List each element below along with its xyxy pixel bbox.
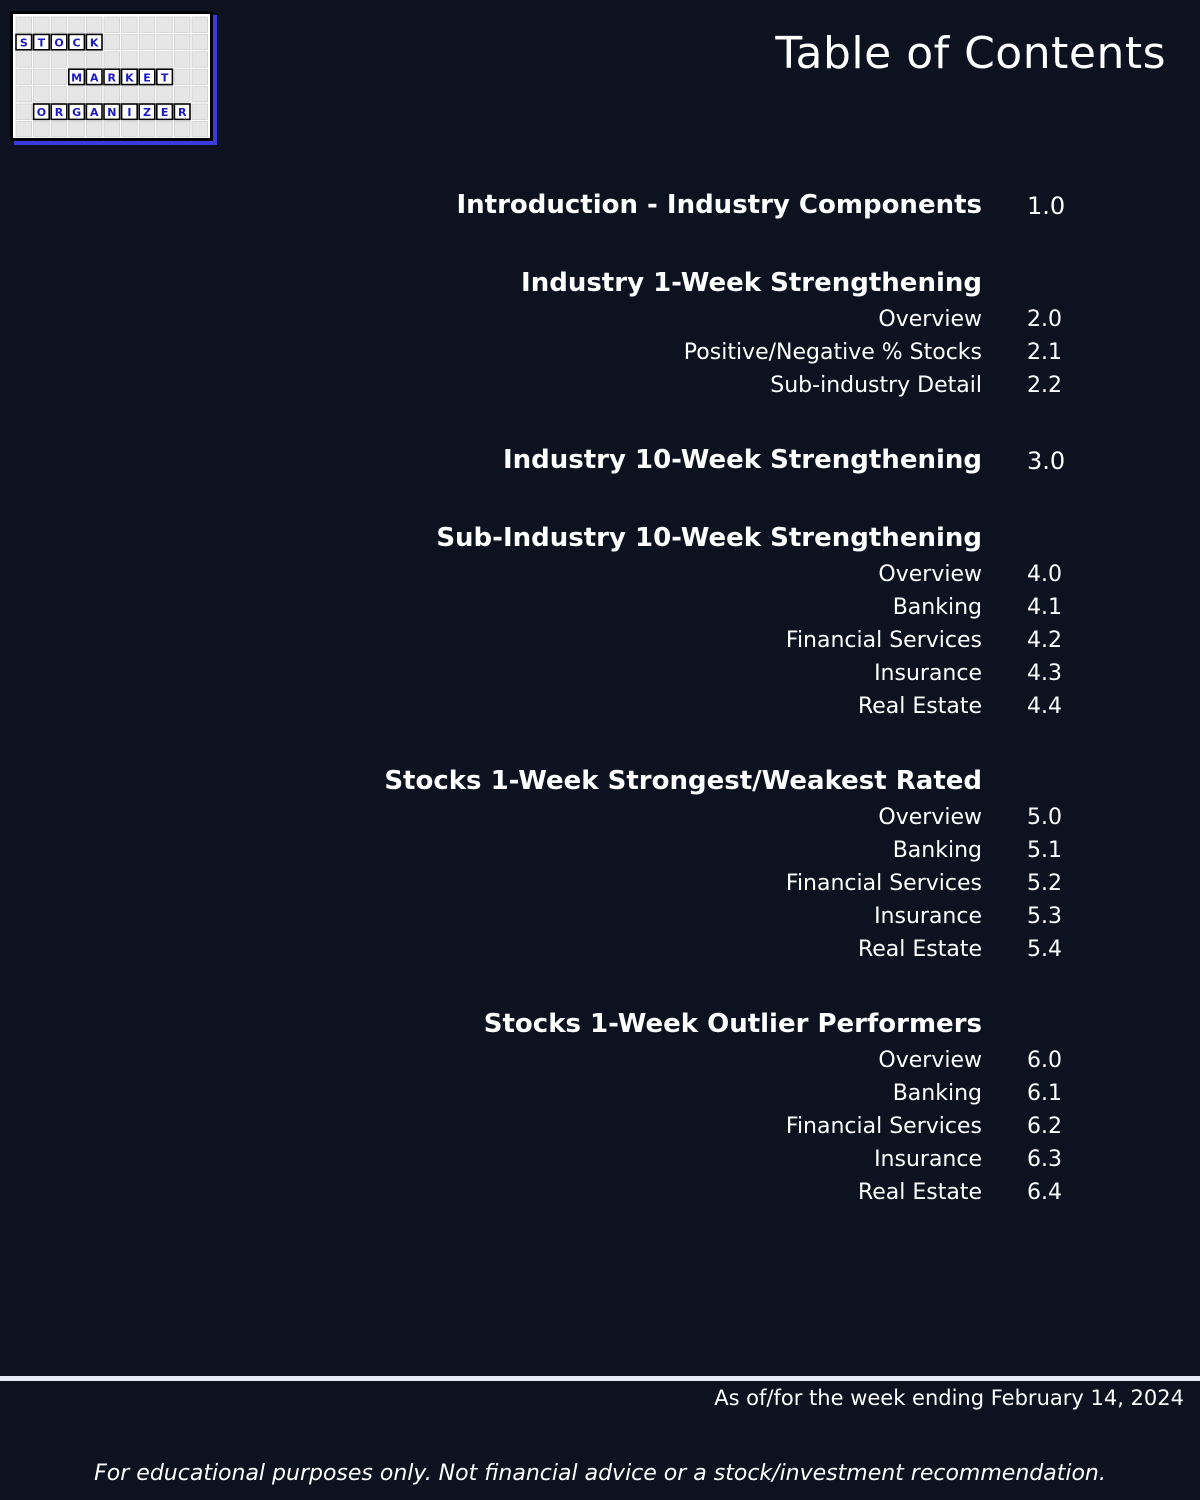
logo-letter: C [72,36,81,50]
logo-letter: G [72,106,82,120]
logo-blank-tile [34,17,50,32]
logo-letter: A [89,71,99,85]
logo-blank-tile [122,52,138,67]
logo-blank-tile [157,34,173,49]
toc-page-number: 6.0 [1027,1048,1062,1073]
toc-label: Sub-industry Detail [770,373,982,398]
logo-blank-tile [192,87,208,102]
toc-label: Real Estate [857,937,982,962]
logo-blank-tile [192,121,208,136]
logo-letter: S [19,36,28,50]
logo-blank-tile [16,121,32,136]
logo-blank-tile [51,121,67,136]
toc-label: Real Estate [857,694,982,719]
logo-blank-tile [51,17,67,32]
logo-blank-tile [104,34,120,49]
toc-section-heading [0,268,1200,308]
toc-page-number: 3.0 [1027,447,1066,475]
as-of-date: As of/for the week ending February 14, 2024 [714,1386,1184,1410]
logo-blank-tile [139,34,155,49]
logo-blank-tile [34,87,50,102]
toc-label: Overview [878,562,982,587]
logo-blank-tile [174,69,190,84]
toc-page-number: 1.0 [1027,192,1066,220]
toc-label: Financial Services [785,628,982,653]
logo-blank-tile [104,17,120,32]
toc-label: Real Estate [857,1180,982,1205]
logo-blank-tile [16,52,32,67]
logo-blank-tile [192,104,208,119]
toc-page-number: 6.1 [1027,1081,1062,1106]
toc-label: Sub-Industry 10-Week Strengthening [436,523,982,553]
logo-blank-tile [34,52,50,67]
toc-label: Financial Services [785,871,982,896]
toc-page-number: 5.3 [1027,904,1062,929]
toc-label: Overview [878,1048,982,1073]
logo-blank-tile [34,121,50,136]
logo-blank-tile [157,17,173,32]
toc-section-heading [0,523,1200,563]
logo-blank-tile [16,87,32,102]
toc-entry [0,1180,1200,1220]
logo-blank-tile [139,121,155,136]
logo-blank-tile [86,87,102,102]
logo-letter: O [36,106,47,120]
logo-blank-tile [174,121,190,136]
logo-blank-tile [157,52,173,67]
logo-letter: A [89,106,99,120]
toc-entry [0,694,1200,734]
logo-letter: M [71,71,83,85]
logo-blank-tile [122,121,138,136]
toc-label: Industry 1-Week Strengthening [521,268,982,298]
toc-page-number: 6.3 [1027,1147,1062,1172]
toc-label: Insurance [874,661,982,686]
logo-letter: K [125,71,134,85]
logo-blank-tile [104,52,120,67]
logo-blank-tile [157,121,173,136]
logo-blank-tile [16,104,32,119]
toc-section-heading [0,1009,1200,1049]
logo-blank-tile [174,34,190,49]
logo-blank-tile [69,87,85,102]
logo-letter: N [107,106,117,120]
logo-blank-tile [69,52,85,67]
logo-letter: E [160,106,169,120]
logo-blank-tile [139,17,155,32]
toc-label: Banking [892,595,982,620]
logo-blank-tile [192,34,208,49]
logo-blank-tile [192,52,208,67]
toc-page-number: 6.4 [1027,1180,1062,1205]
logo-letter: R [177,106,187,120]
logo-letter: I [127,106,132,120]
logo-letter: R [107,71,117,85]
toc-page-number: 2.0 [1027,307,1062,332]
logo-blank-tile [51,87,67,102]
toc-label: Stocks 1-Week Outlier Performers [483,1009,982,1039]
toc-label: Financial Services [785,1114,982,1139]
logo-graphic [10,11,217,145]
toc-page-number: 2.1 [1027,340,1062,365]
toc-label: Overview [878,805,982,830]
stock-market-organizer-logo [10,11,217,145]
toc-page-number: 5.4 [1027,937,1062,962]
toc-label: Stocks 1-Week Strongest/Weakest Rated [384,766,982,796]
toc-label: Banking [892,1081,982,1106]
toc-label: Banking [892,838,982,863]
toc-page-number: 5.0 [1027,805,1062,830]
toc-section-heading [0,445,1200,485]
footer-divider [0,1376,1200,1381]
logo-blank-tile [86,121,102,136]
toc-page-number: 6.2 [1027,1114,1062,1139]
logo-letter: T [160,71,169,85]
toc-entry [0,937,1200,977]
toc-label: Overview [878,307,982,332]
logo-letter: E [143,71,151,85]
toc-page-number: 4.2 [1027,628,1062,653]
logo-blank-tile [16,69,32,84]
toc-page-number: 5.1 [1027,838,1062,863]
logo-blank-tile [157,87,173,102]
logo-blank-tile [69,17,85,32]
logo-letter: Z [143,106,151,120]
toc-page-number: 5.2 [1027,871,1062,896]
toc-page-number: 4.0 [1027,562,1062,587]
logo-blank-tile [174,87,190,102]
toc-label: Industry 10-Week Strengthening [502,445,982,475]
toc-page-number: 2.2 [1027,373,1062,398]
toc-label: Introduction - Industry Components [456,190,982,220]
logo-blank-tile [34,69,50,84]
toc-entry [0,373,1200,413]
page-title: Table of Contents [775,28,1166,79]
toc-label: Positive/Negative % Stocks [683,340,982,365]
toc-label: Insurance [874,904,982,929]
toc-page-number: 4.3 [1027,661,1062,686]
logo-blank-tile [174,52,190,67]
toc-section-heading [0,766,1200,806]
logo-blank-tile [51,69,67,84]
toc-page-number: 4.1 [1027,595,1062,620]
logo-blank-tile [16,17,32,32]
logo-blank-tile [122,34,138,49]
logo-letter: O [54,36,64,50]
logo-blank-tile [69,121,85,136]
logo-blank-tile [139,52,155,67]
logo-blank-tile [122,17,138,32]
toc-label: Insurance [874,1147,982,1172]
logo-blank-tile [192,17,208,32]
logo-blank-tile [122,87,138,102]
logo-blank-tile [104,121,120,136]
logo-blank-tile [86,52,102,67]
logo-blank-tile [192,69,208,84]
logo-blank-tile [174,17,190,32]
disclaimer: For educational purposes only. Not financial advice or a stock/investment recommendation. [94,1461,1106,1486]
toc-section-heading [0,190,1200,230]
logo-blank-tile [86,17,102,32]
logo-letter: K [89,36,99,50]
logo-blank-tile [139,87,155,102]
logo-letter: R [54,106,64,120]
logo-letter: T [37,36,46,50]
logo-blank-tile [51,52,67,67]
logo-blank-tile [104,87,120,102]
toc-page-number: 4.4 [1027,694,1062,719]
